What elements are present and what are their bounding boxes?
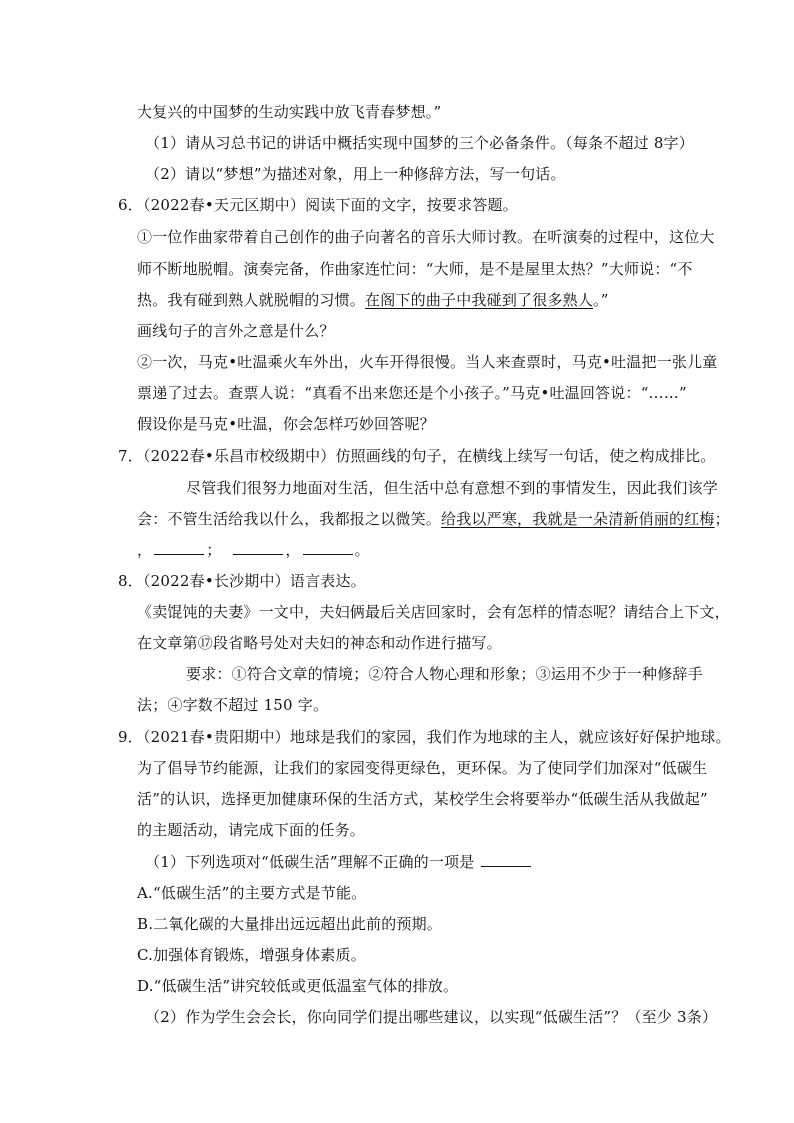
q8-heading: 8．（2022春•长沙期中）语言表达。 — [118, 572, 366, 590]
q7-line1: 尽管我们很努力地面对生活，但生活中总有意想不到的事情发生，因此我们该学 — [186, 479, 719, 497]
q7-underlined-sentence: 给我以严寒，我就是一朵清新俏丽的红梅 — [441, 510, 715, 528]
q9-subquestion-1 — [145, 852, 533, 872]
q5-subquestion-1: （1）请从习总书记的讲话中概括实现中国梦的三个必备条件。（每条不超过 8字） — [145, 134, 694, 152]
q7-punct-3: ， — [285, 541, 301, 559]
q7-punct-1: ， — [137, 541, 153, 559]
q6-question-1: 画线句子的言外之意是什么？ — [137, 322, 335, 340]
q8-line1: 《卖馄饨的夫妻》一文中，夫妇俩最后关店回家时，会有怎样的情态呢？请结合上下文， — [137, 603, 730, 621]
q6-passage1-line3-end: 。” — [593, 291, 609, 309]
q7-answer-line — [137, 540, 370, 560]
q7-punct-2: ； — [206, 541, 222, 559]
q9-subquestion-2: （2）作为学生会会长，你向同学们提出哪些建议，以实现“低碳生活”？（至少 3条） — [145, 1008, 718, 1026]
q6-passage2-line1: ②一次，马克•吐温乘火车外出，火车开得很慢。当人来查票时，马克•吐温把一张儿童 — [137, 353, 718, 371]
q7-heading: 7．（2022春•乐昌市校级期中）仿照画线的句子，在横线上续写一句话，使之构成排比。 — [118, 447, 716, 465]
q9-line2: 活”的认识，选择更加健康环保的生活方式，某校学生会将要举办“低碳生活从我做起” — [137, 790, 708, 808]
q6-underlined-sentence: 在阁下的曲子中我碰到了很多熟人 — [365, 291, 594, 309]
q6-passage1-line3 — [137, 290, 609, 310]
q9-subquestion-1-text: （1）下列选项对“低碳生活”理解不正确的一项是 — [145, 853, 475, 871]
q6-passage2-line2: 票递了过去。查票人说：“真看不出来您还是个小孩子。”马克•吐温回答说：“……” — [137, 384, 687, 402]
q6-question-2: 假设你是马克•吐温，你会怎样巧妙回答呢？ — [137, 415, 435, 433]
q7-punct-4: 。 — [354, 541, 370, 559]
q7-line2-text: 会：不管生活给我以什么，我都报之以微笑。 — [137, 510, 442, 528]
q9-option-b: B.二氧化碳的大量排出远远超出此前的预期。 — [137, 915, 442, 933]
q9-line1: 为了倡导节约能源，让我们的家园变得更绿色，更环保。为了使同学们加深对“低碳生 — [137, 759, 708, 777]
q8-line2: 在文章第⑰段省略号处对夫妇的神态和动作进行描写。 — [137, 634, 502, 652]
q7-line2-end: ； — [714, 510, 730, 528]
q9-option-c: C.加强体育锻炼，增强身体素质。 — [137, 946, 366, 964]
q7-blank-3[interactable] — [303, 540, 353, 555]
q5-subquestion-2: （2）请以“梦想”为描述对象，用上一种修辞方法，写一句话。 — [145, 165, 566, 183]
q9-answer-blank[interactable] — [481, 852, 531, 867]
q6-passage1-line2: 师不断地脱帽。演奏完备，作曲家连忙问：“大师，是不是屋里太热？”大师说：“不 — [137, 260, 693, 278]
q9-option-a: A.“低碳生活”的主要方式是节能。 — [137, 884, 367, 902]
q9-heading: 9．（2021春•贵阳期中）地球是我们的家园，我们作为地球的主人，就应该好好保护地球。 — [118, 728, 731, 746]
q7-blank-2[interactable] — [233, 540, 283, 555]
q6-passage1-line3-text: 热。我有碰到熟人就脱帽的习惯。 — [137, 291, 366, 309]
q7-line2 — [137, 509, 730, 529]
q7-blank-1[interactable] — [154, 540, 204, 555]
q8-requirements-2: 法；④字数不超过 150 字。 — [137, 696, 329, 714]
q6-heading: 6．（2022春•天元区期中）阅读下面的文字，按要求答题。 — [118, 196, 518, 214]
q6-passage1-line1: ①一位作曲家带着自己创作的曲子向著名的音乐大师讨教。在听演奏的过程中，这位大 — [137, 228, 715, 246]
q5-continuation: 大复兴的中国梦的生动实践中放飞青春梦想。” — [137, 103, 442, 121]
q8-requirements-1: 要求：①符合文章的情境；②符合人物心理和形象；③运用不少于一种修辞手 — [186, 665, 703, 683]
q9-option-d: D.“低碳生活”讲究较低或更低温室气体的排放。 — [137, 977, 459, 995]
q9-line3: 的主题活动，请完成下面的任务。 — [137, 821, 366, 839]
